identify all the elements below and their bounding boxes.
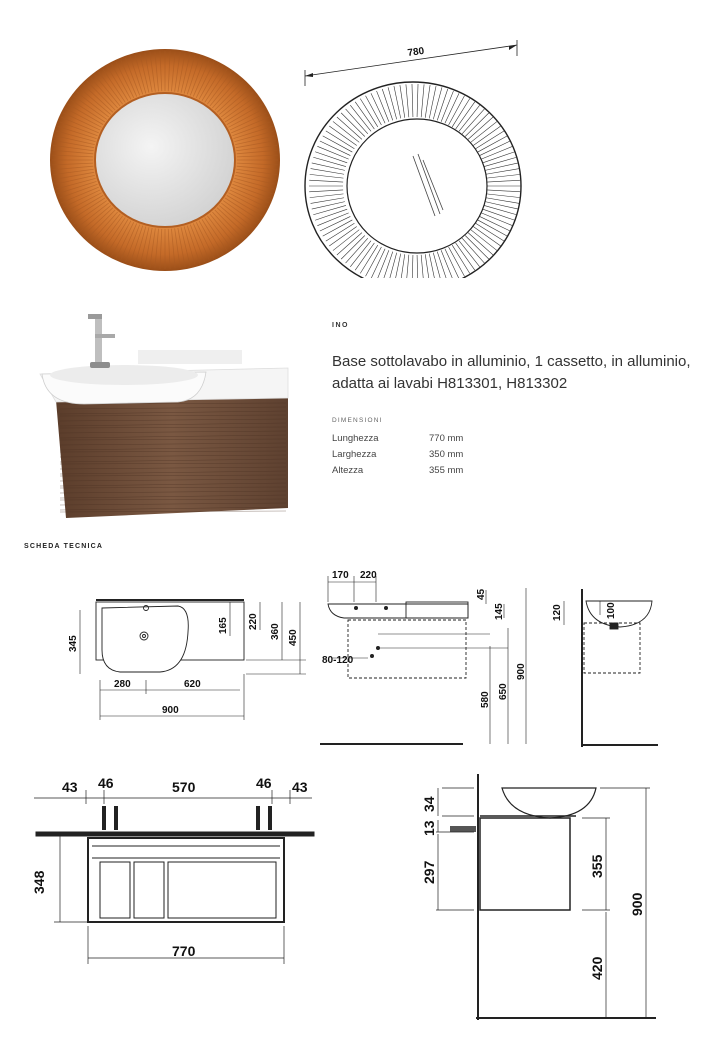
dim-section-100: 100	[606, 602, 617, 619]
profile-view-drawing	[410, 770, 670, 1025]
mirror-diameter-label: 780	[406, 45, 425, 59]
dim-side-145: 145	[494, 603, 505, 620]
dim-front-43-right: 43	[292, 779, 308, 795]
brand-label: INO	[332, 322, 349, 329]
dim-front-46-left: 46	[98, 775, 114, 791]
dim-top-345: 345	[68, 635, 79, 652]
technical-sheet-heading: SCHEDA TECNICA	[24, 543, 104, 550]
dimension-value: 350 mm	[429, 449, 464, 460]
dimension-label: Lunghezza	[332, 433, 379, 444]
front-view-drawing	[20, 770, 320, 975]
dim-front-770: 770	[172, 943, 196, 959]
vanity-photo	[38, 312, 293, 522]
dimension-label: Larghezza	[332, 449, 377, 460]
dim-side-220: 220	[360, 570, 377, 581]
dim-section-120: 120	[552, 604, 563, 621]
dim-top-220: 220	[248, 613, 259, 630]
dim-side-170: 170	[332, 570, 349, 581]
dim-side-80-120: 80-120	[322, 655, 354, 666]
dimension-value: 355 mm	[429, 465, 464, 476]
mirror-photo	[40, 40, 290, 280]
dimension-row-height	[332, 465, 463, 476]
dim-top-360: 360	[270, 623, 281, 640]
dim-profile-900: 900	[629, 892, 645, 916]
side-view-drawing	[318, 568, 548, 750]
top-view-drawing	[60, 570, 320, 730]
dim-side-650: 650	[498, 683, 509, 700]
dim-profile-13: 13	[421, 820, 437, 836]
dim-front-570: 570	[172, 779, 196, 795]
dimension-row-length	[332, 433, 463, 444]
dim-front-348: 348	[31, 870, 47, 894]
dim-top-280: 280	[114, 679, 131, 690]
dim-side-45: 45	[476, 588, 487, 600]
dim-profile-355: 355	[589, 854, 605, 878]
dim-top-620: 620	[184, 679, 201, 690]
dim-profile-34: 34	[421, 796, 437, 812]
dim-top-165: 165	[218, 617, 229, 634]
dimension-row-width	[332, 449, 463, 460]
dimension-label: Altezza	[332, 465, 364, 476]
dimensions-heading: DIMENSIONI	[332, 417, 383, 424]
dim-side-580: 580	[480, 691, 491, 708]
product-description: Base sottolavabo in alluminio, 1 cassetto, in alluminio, adatta ai lavabi H813301, H813302	[332, 353, 691, 392]
dim-front-43-left: 43	[62, 779, 78, 795]
dim-top-450: 450	[288, 629, 299, 646]
dim-front-46-right: 46	[256, 775, 272, 791]
dim-profile-297: 297	[421, 860, 437, 884]
section-view-drawing	[540, 585, 665, 750]
dim-side-900: 900	[516, 663, 527, 680]
dim-profile-420: 420	[589, 956, 605, 980]
mirror-drawing	[295, 38, 535, 278]
dim-top-900: 900	[162, 705, 179, 716]
dimension-value: 770 mm	[429, 433, 464, 444]
